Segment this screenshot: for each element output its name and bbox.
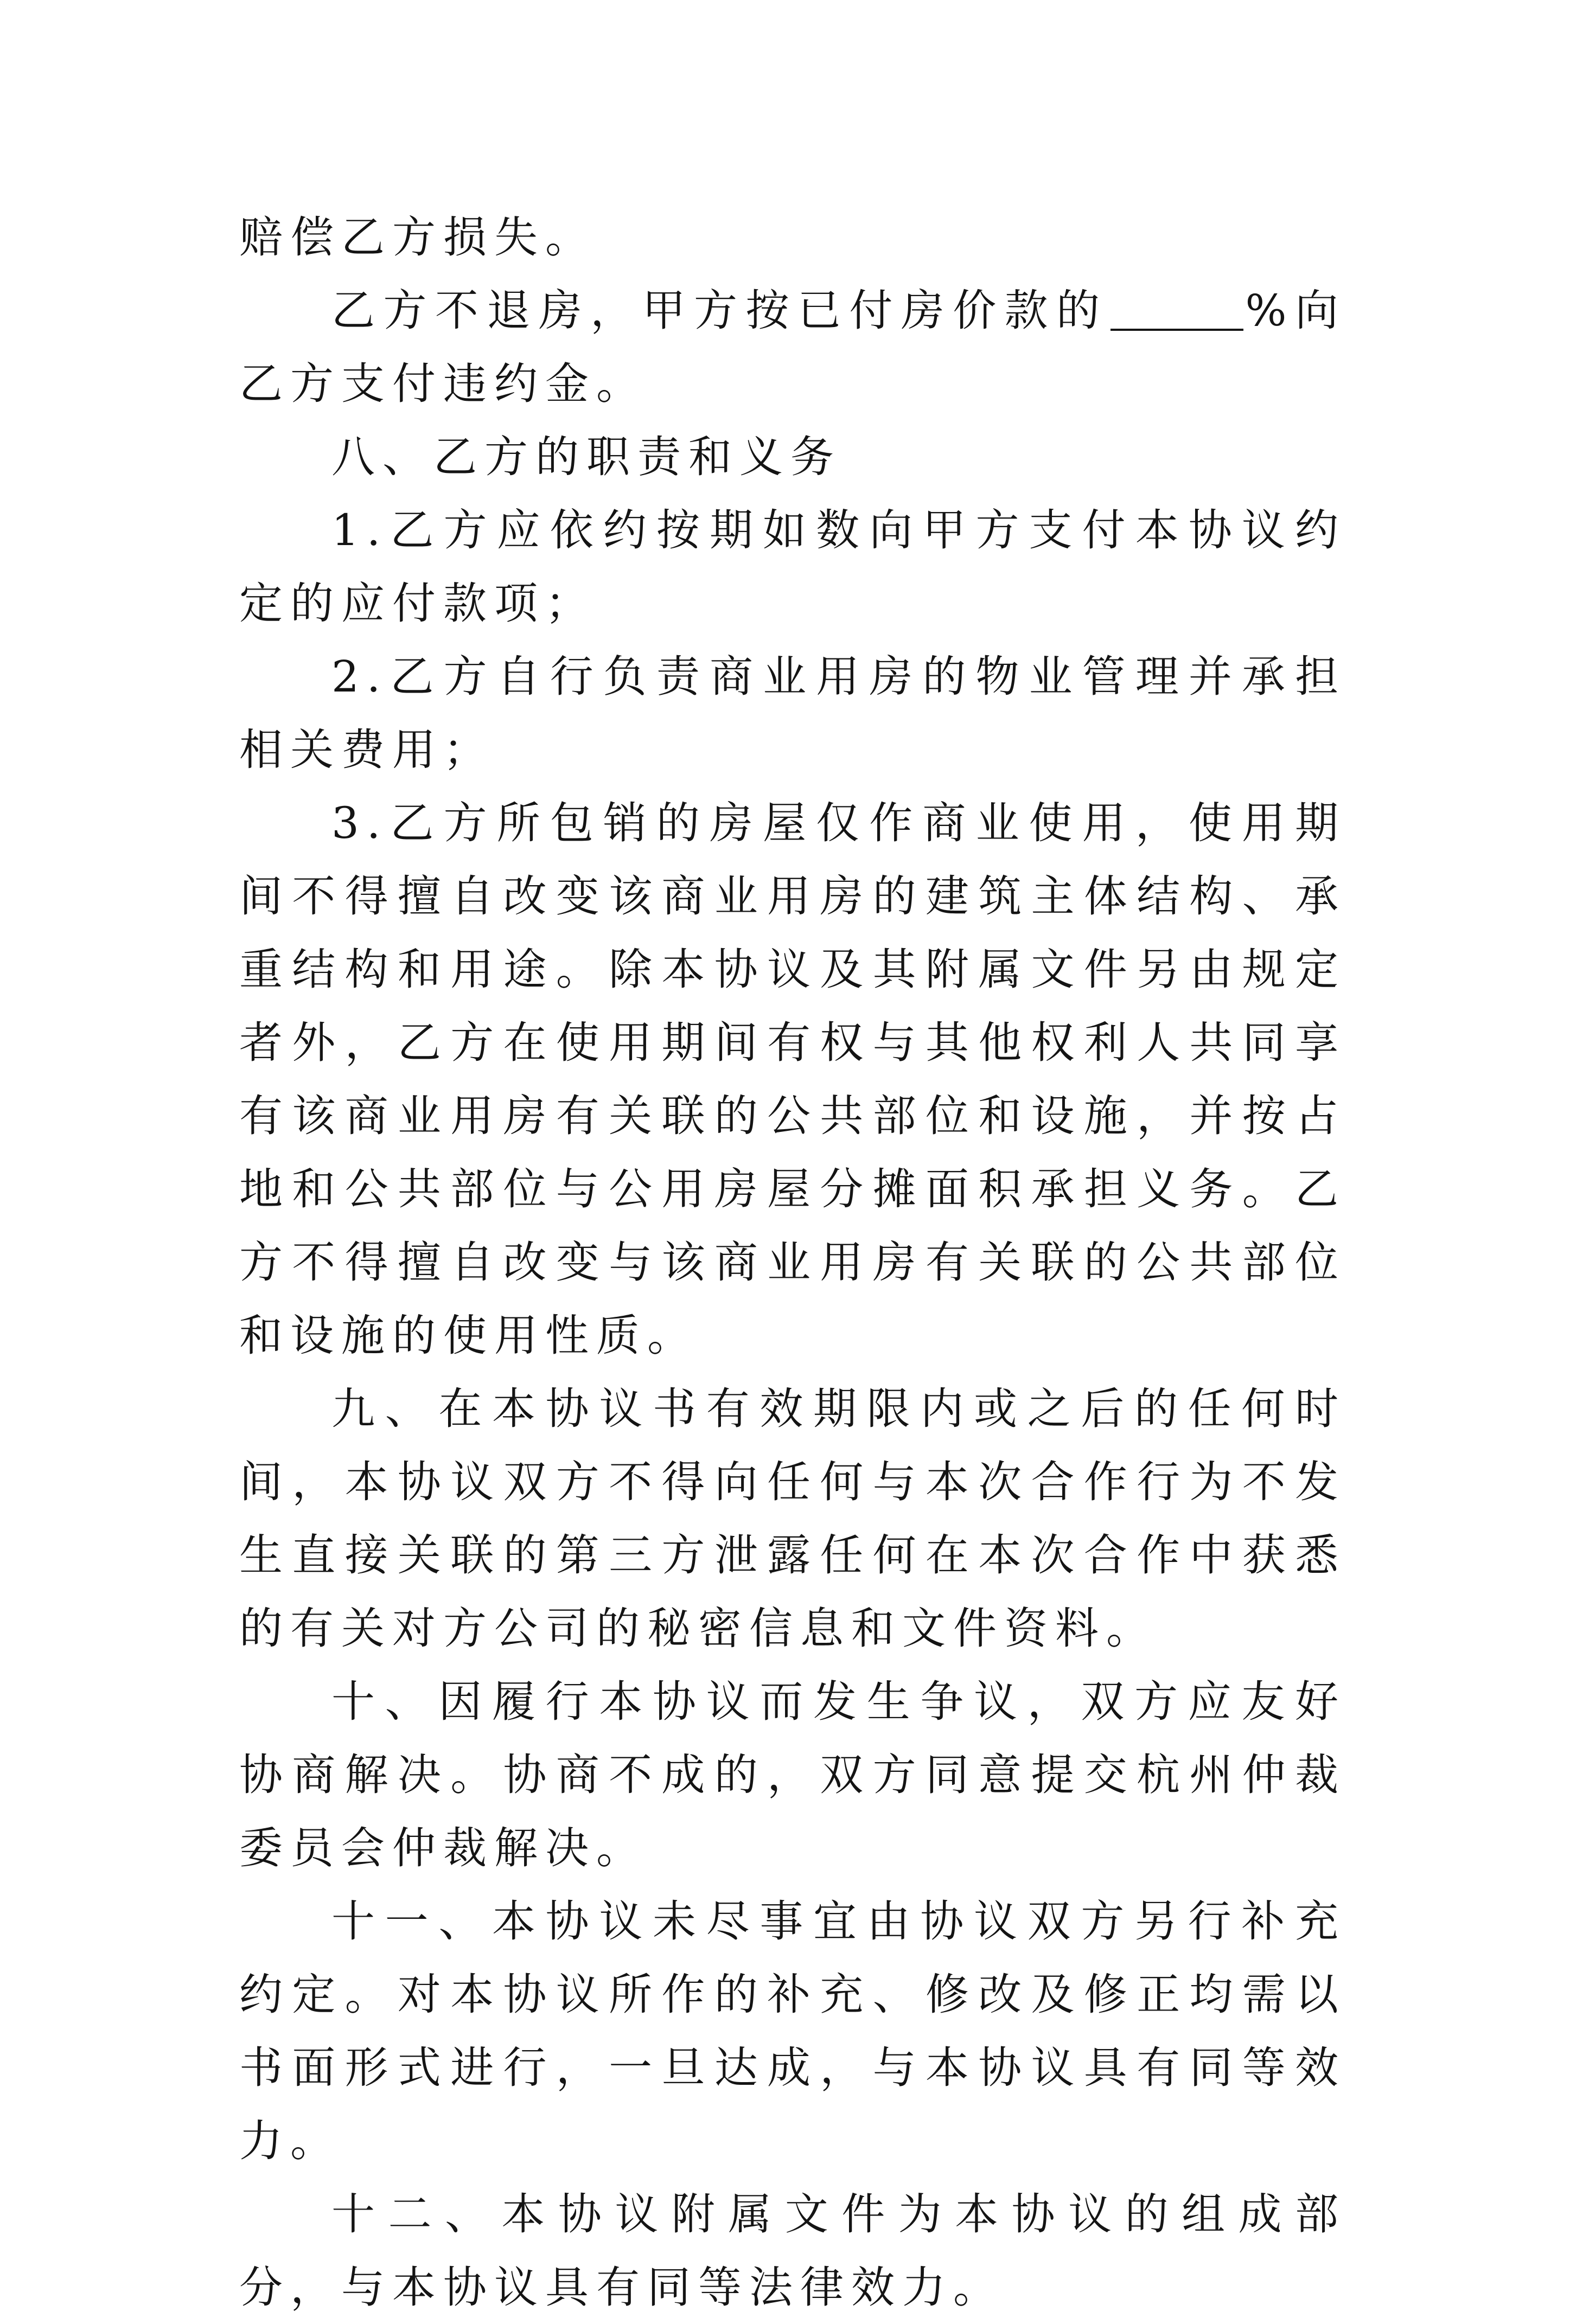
paragraph-penalty: [239, 274, 1346, 420]
section-supplementary-terms: 十一、本协议未尽事宜由协议双方另行补充约定。对本协议所作的补充、修改及修正均需以书面形式进行，一旦达成，与本协议具有同等效力。: [239, 1896, 1346, 2166]
penalty-percent-blank: [1111, 291, 1243, 331]
section-heading-party-b-duties: 八、乙方的职责和义务: [331, 432, 841, 482]
paragraph-penalty-tail: %向乙方支付违约金。: [239, 285, 1346, 409]
clause-2-property-management: 2.乙方自行负责商业用房的物业管理并承担相关费用；: [239, 651, 1346, 775]
paragraph-penalty-lead: 乙方不退房，甲方按已付房价款的: [331, 285, 1108, 336]
section-confidentiality: 九、在本协议书有效期限内或之后的任何时间，本协议双方不得向任何与本次合作行为不发生直接关联的第三方泄露任何在本次合作中获悉的有关对方公司的秘密信息和文件资料。: [239, 1384, 1346, 1654]
document-body: [239, 201, 1346, 2324]
clause-1-payment: 1.乙方应依约按期如数向甲方支付本协议约定的应付款项；: [239, 505, 1346, 629]
clause-3-commercial-use: 3.乙方所包销的房屋仅作商业使用，使用期间不得擅自改变该商业用房的建筑主体结构、承重结构和用途。除本协议及其附属文件另由规定者外，乙方在使用期间有权与其他权利人共同享有该商业用房有关联的公共部位和设施，并按占地和公共部位与公用房屋分摊面积承担义务。乙方不得擅自改变与该商业用房有关联的公共部位和设施的使用性质。: [239, 798, 1346, 1361]
paragraph-compensation: 赔偿乙方损失。: [239, 212, 596, 263]
section-dispute-resolution: 十、因履行本协议而发生争议，双方应友好协商解决。协商不成的，双方同意提交杭州仲裁委员会仲裁解决。: [239, 1676, 1346, 1873]
section-attachments: 十二、本协议附属文件为本协议的组成部分，与本协议具有同等法律效力。: [239, 2189, 1346, 2313]
